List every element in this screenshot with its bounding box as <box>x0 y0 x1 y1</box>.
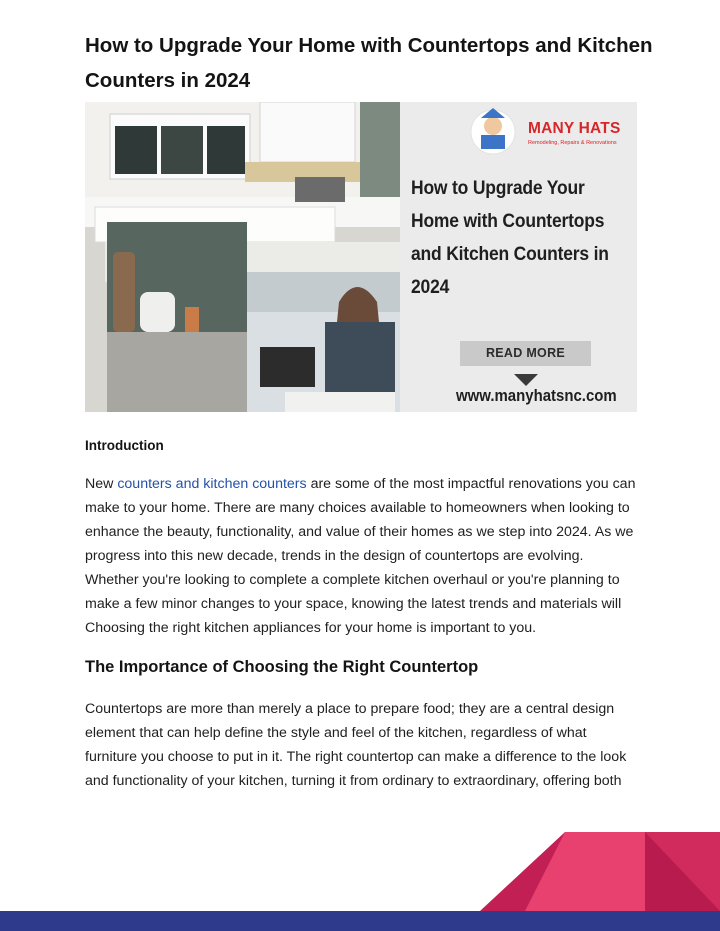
brand-name: MANY HATS <box>528 120 621 137</box>
brand-tagline: Remodeling, Repairs & Renovations <box>528 140 617 146</box>
banner-url: www.manyhatsnc.com <box>456 386 617 405</box>
section-paragraph: Countertops are more than merely a place to prepare food; they are a central design element that can help define the style and feel of the kitchen, regardless of what furniture you choose to put in it. The right countertop can make a difference to the look and functionality of your kitchen, turning it from ordinary to extraordinary, offering both <box>85 701 627 789</box>
page-title: How to Upgrade Your Home with Countertops and Kitchen Counters in 2024 <box>85 34 653 92</box>
countertops-link[interactable]: counters and kitchen counters <box>117 476 311 492</box>
hero-banner-image <box>85 102 637 412</box>
corner-decoration <box>480 832 720 912</box>
section-heading: The Importance of Choosing the Right Countertop <box>85 658 479 676</box>
intro-text-start: New <box>85 476 118 492</box>
read-more-button[interactable]: READ MORE <box>460 341 591 366</box>
footer-bar <box>0 911 720 931</box>
down-arrow-icon <box>514 374 538 386</box>
banner-heading: How to Upgrade Your Home with Countertops and Kitchen Counters in 2024 <box>411 178 609 298</box>
intro-paragraph <box>85 472 637 640</box>
introduction-label: Introduction <box>85 438 164 453</box>
intro-text-rest: are some of the most impactful renovations you can make to your home. There are many choices available to homeowners when looking to enhance the beauty, functionality, and value of their homes as we step into 2024. As we progress into this new decade, trends in the design of countertops are evolving. Whether you're looking to complete a complete kitchen overhaul or you're planning to make a few minor changes to your space, knowing the latest trends and materials will Choosing the right kitchen appliances for your home is important to you. <box>85 476 636 636</box>
